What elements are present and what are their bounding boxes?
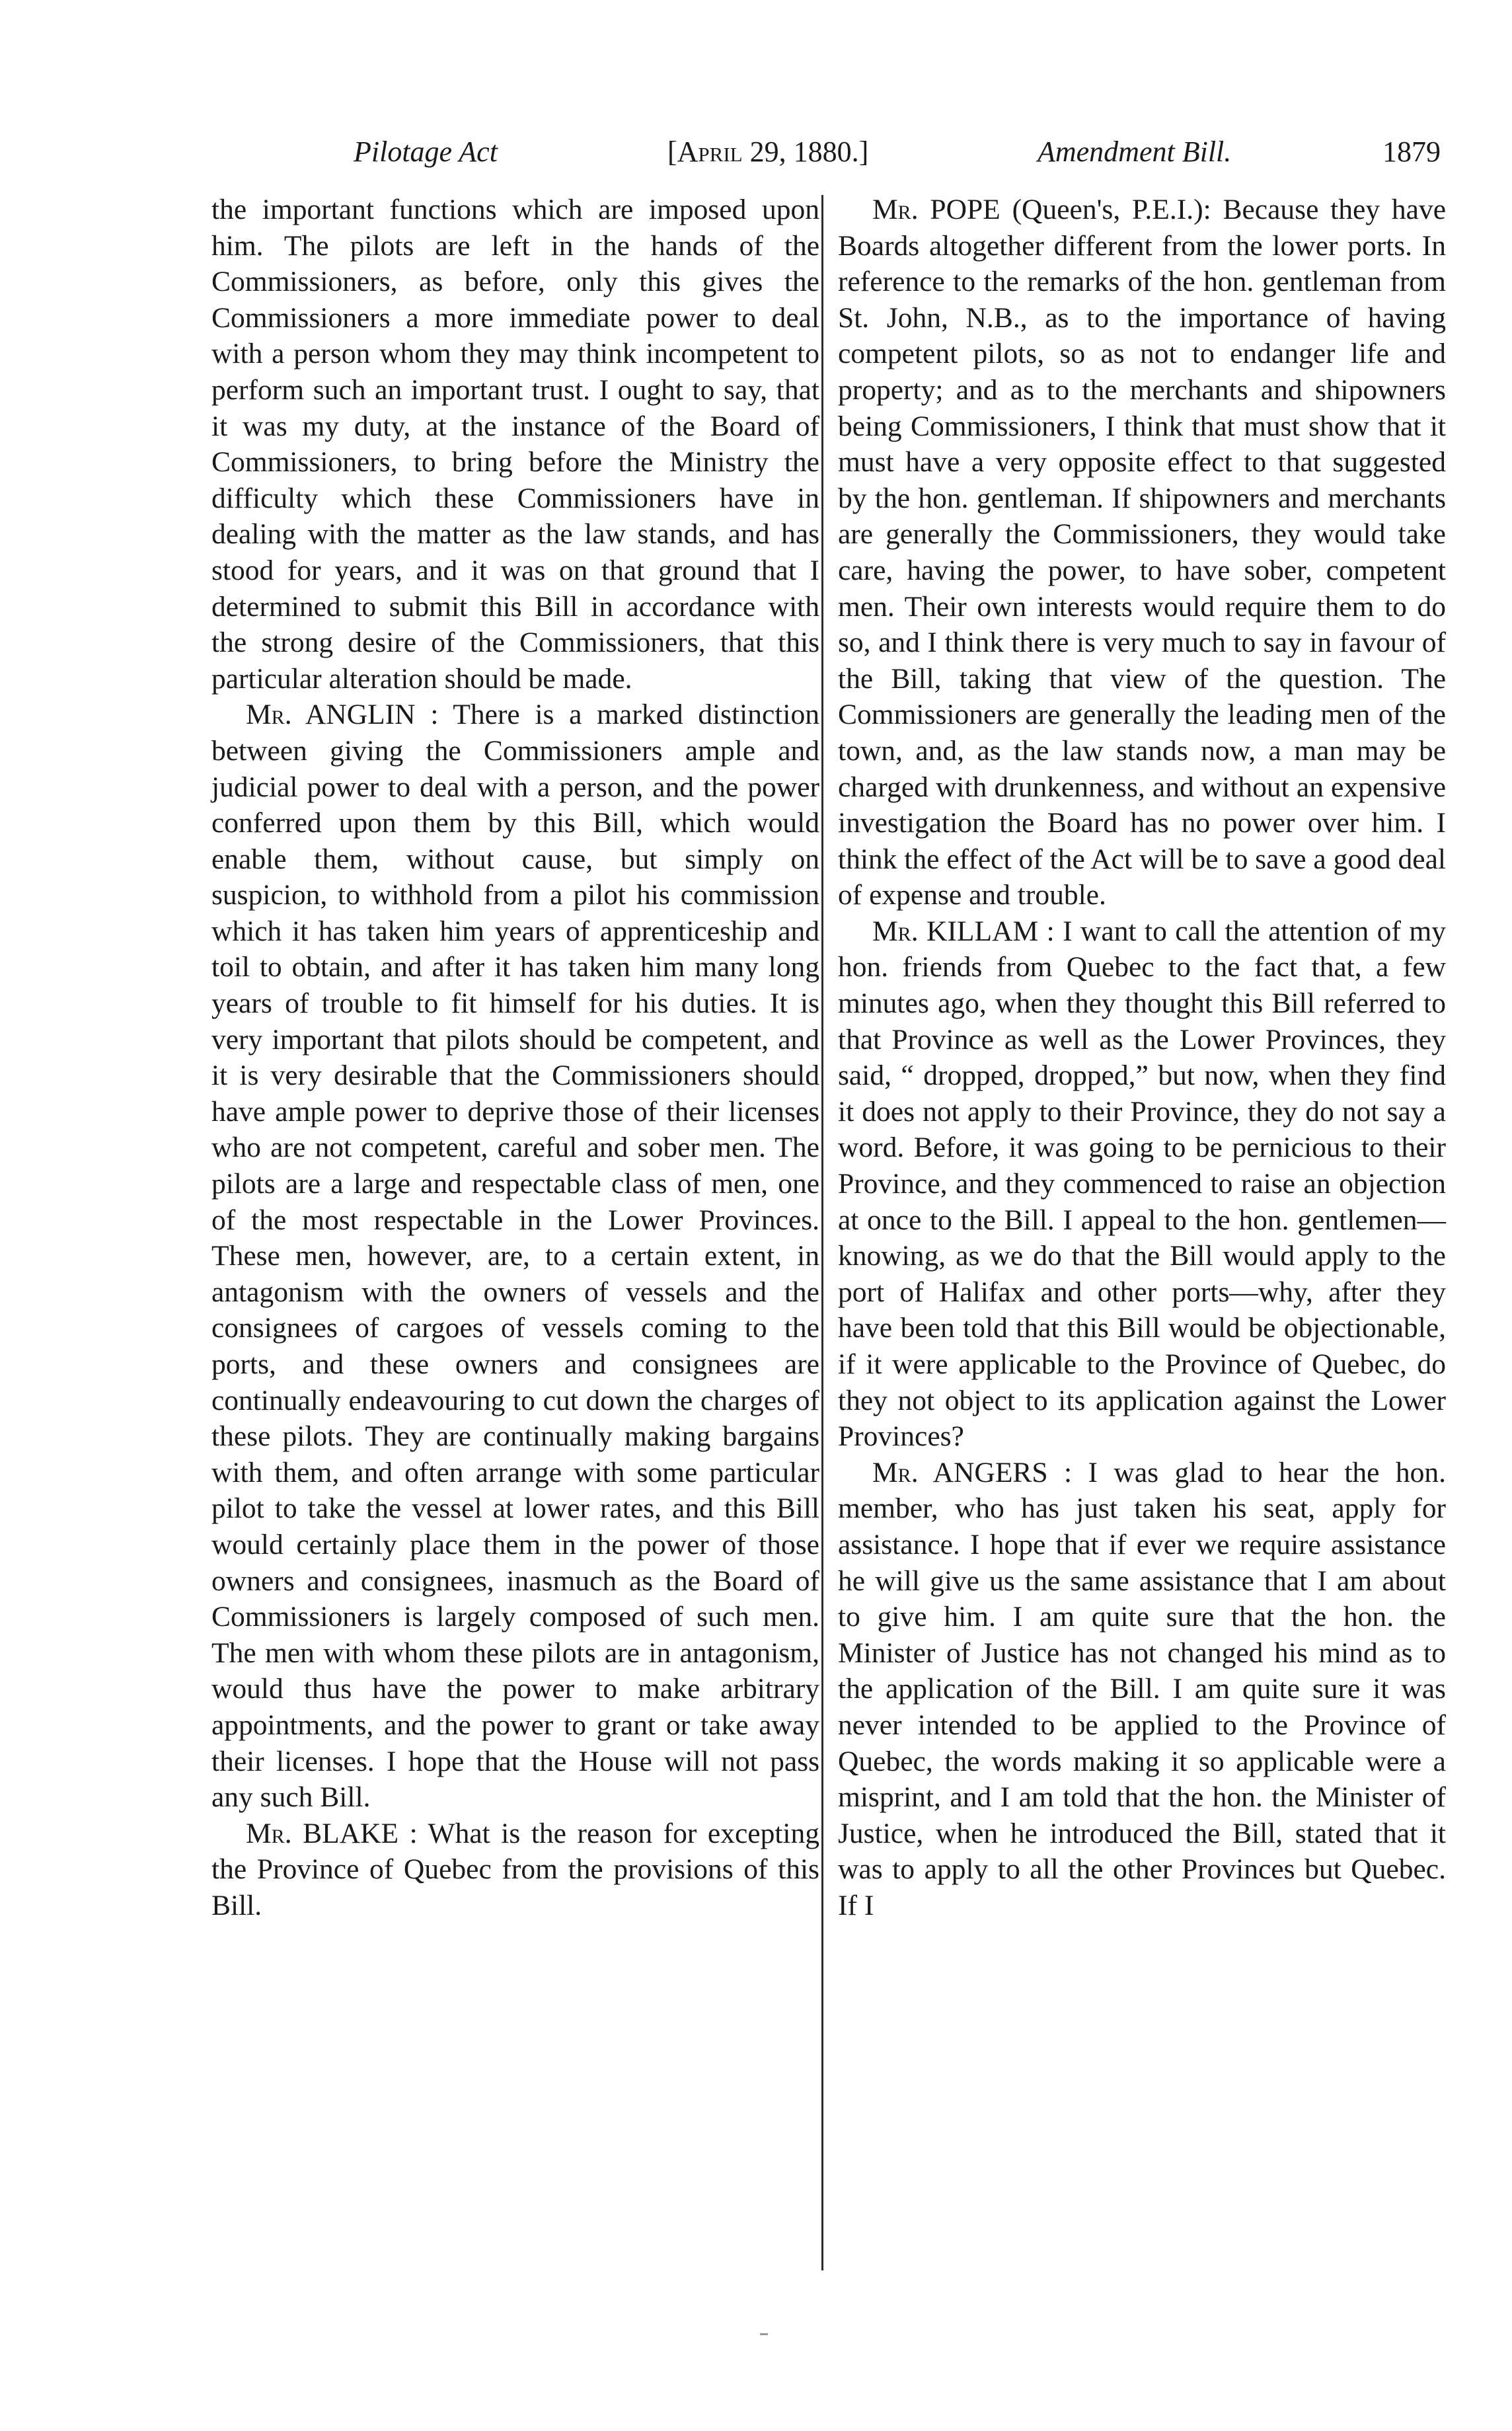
page-number: 1879 xyxy=(1382,135,1441,168)
speech-killam xyxy=(838,913,1446,1455)
right-column xyxy=(838,192,1446,1924)
speech-anglin xyxy=(211,697,819,1815)
speech-blake xyxy=(211,1816,819,1924)
print-mark xyxy=(760,2333,768,2335)
speech-text: : There is a marked distinction between giving the Commissioners ample and judicial power to deal with a person, and the power conferred upon them by this Bill, which would enable them, without cause, but simply on suspicion, to withhold from a pilot his commission which it has taken him years of apprenticeship and toil to obtain, and after it has taken him many long years of trouble to fit himself for his duties. It is very important that pilots should be competent, and it is very desirable that the Commissioners should have ample power to deprive those of their licenses who are not competent, careful and sober men. The pilots are a large and respectable class of men, one of the most respectable in the Lower Provinces. These men, however, are, to a certain extent, in antagonism with the owners of vessels and the consignees of cargoes of vessels coming to the ports, and these owners and consignees are continually endeavouring to cut down the charges of these pilots. They are continually making bargains with them, and often arrange with some particular pilot to take the vessel at lower rates, and this Bill would certainly place them in the power of those owners and consignees, inasmuch as the Board of Commissioners is largely composed of such men. The men with whom these pilots are in antagonism, would thus have the power to make arbitrary appointments, and the power to grant or take away their licenses. I hope that the House will not pass any such Bill. xyxy=(211,699,819,1814)
speech-text: : I was glad to hear the hon. member, who has just taken his seat, apply for assistance. I hope that if ever we require assistance he will give us the same assistance that I am about to give him. I am quite sure that the hon. the Minister of Justice has not changed his mind as to the application of the Bill. I am quite sure it was never intended to be applied to the Province of Quebec, the words making it so applicable were a misprint, and I am told that the hon. the Minister of Justice, when he introduced the Bill, stated that it was to apply to all the other Provinces but Quebec. If I xyxy=(838,1456,1447,1921)
paragraph-continuation xyxy=(211,192,819,697)
header-right-title: Amendment Bill. xyxy=(1038,135,1232,168)
speech-text: (Queen's, P.E.I.): Because they have Boards altogether different from the lower ports. In reference to the remarks of the hon. gentleman from St. John, N.B., as to the importance of having competent pilots, so as not to endanger life and property; and as to the merchants and shipowners being Commissioners, I think that must show that it must have a very opposite effect to that suggested by the hon. gentleman. If shipowners and merchants are generally the Commissioners, they would take care, having the power, to have sober, competent men. Their own interests would require them to do so, and I think there is very much to say in favour of the Bill, taking that view of the question. The Commissioners are generally the leading men of the town, and, as the law stands now, a man may be charged with drunkenness, and without an expensive investigation the Board has no power over him. I think the effect of the Act will be to save a good deal of expense and trouble. xyxy=(838,194,1447,911)
speaker-name: Mr. POPE xyxy=(872,194,1001,225)
speaker-name: Mr. BLAKE xyxy=(246,1817,399,1849)
speech-angers xyxy=(838,1455,1446,1924)
column-divider xyxy=(821,195,823,2270)
speaker-name: Mr. ANGLIN xyxy=(246,699,416,731)
speaker-name: Mr. KILLAM xyxy=(872,915,1039,947)
running-header xyxy=(211,132,1467,172)
header-left-title: Pilotage Act xyxy=(354,135,498,168)
paragraph-text: the important functions which are imposed upon him. The pilots are left in the hands of the Commissioners, as before, only this gives the Commissioners a more immediate power to deal with a person whom they may think incompetent to perform such an important trust. I ought to say, that it was my duty, at the instance of the Board of Commissioners, to bring before the Ministry the difficulty which these Commissioners have in dealing with the matter as the law stands, and has stood for years, and it was on that ground that I determined to submit this Bill in accordance with the strong desire of the Commissioners, that this particular alteration should be made. xyxy=(211,194,819,695)
speaker-name: Mr. ANGERS xyxy=(872,1456,1048,1488)
speech-text: : I want to call the attention of my hon. friends from Quebec to the fact that, a few minutes ago, when they thought this Bill referred to that Province as well as the Lower Provinces, they said, “ dropped, dropped,” but now, when they find it does not apply to their Province, they do not say a word. Before, it was going to be pernicious to their Province, and they commenced to raise an objection at once to the Bill. I appeal to the hon. gentlemen—knowing, as we do that the Bill would apply to the port of Halifax and other ports—why, after they have been told that this Bill would be objectionable, if it were applicable to the Province of Quebec, do they not object to its application against the Lower Provinces? xyxy=(838,915,1446,1453)
speech-pope xyxy=(838,192,1446,913)
speech-text: : What is the reason for excepting the Province of Quebec from the provisions of this Bill. xyxy=(211,1817,819,1921)
header-date: [April 29, 1880.] xyxy=(667,135,869,168)
left-column xyxy=(211,192,819,1924)
